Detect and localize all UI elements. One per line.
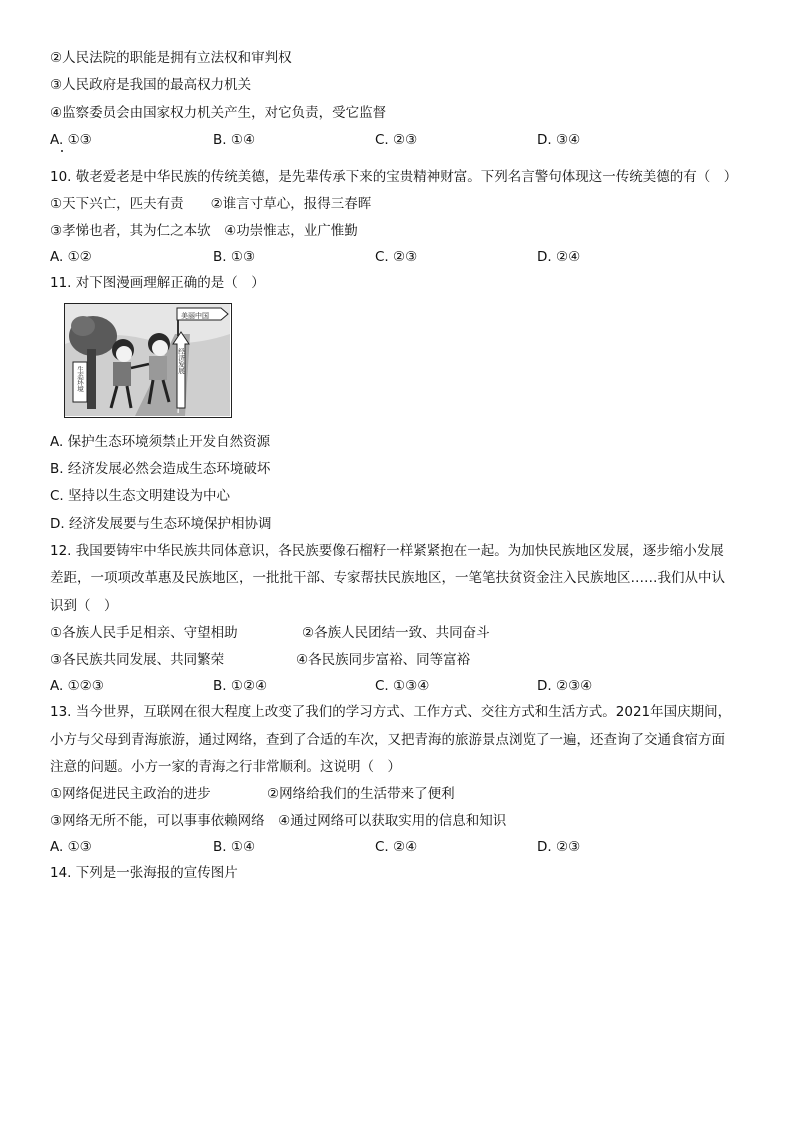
q11-stem: 11. 对下图漫画理解正确的是（ ） [50,275,265,291]
q13-option-c[interactable]: C. ②④ [375,839,418,855]
q12-item-4: ④各民族同步富裕、同等富裕 [296,652,471,668]
q13-options [50,838,750,856]
q12-stem-line-1: 12. 我国要铸牢中华民族共同体意识，各民族要像石榴籽一样紧紧抱在一起。为加快民族地区发展，逐步缩小发展 [50,543,724,559]
q13-stem-line-2: 小方与父母到青海旅游，通过网络，查到了合适的车次，又把青海的旅游景点浏览了一遍，还查询了交通食宿方面 [50,732,725,748]
q13-stem-line-1: 13. 当今世界，互联网在很大程度上改变了我们的学习方式、工作方式、交往方式和生活方式。2021年国庆期间， [50,704,732,720]
q9-option-d[interactable]: D. ③④ [537,132,581,148]
cartoon-sign-text: 美丽中国 [181,312,209,320]
q12-item-3: ③各民族共同发展、共同繁荣 [50,652,225,668]
cartoon-right-label: 经济发展 [177,348,185,374]
q13-option-b[interactable]: B. ①④ [213,839,256,855]
q10-options [50,248,750,266]
q13-item-2: ②网络给我们的生活带来了便利 [267,786,455,802]
q13-stem-line-3: 注意的问题。小方一家的青海之行非常顺利。这说明（ ） [50,759,401,775]
q9-option-b[interactable]: B. ①④ [213,132,256,148]
q12-option-b[interactable]: B. ①②④ [213,678,268,694]
q13-items-row-1 [50,785,750,803]
q12-stem-line-2: 差距，一项项改革惠及民族地区，一批批干部、专家帮扶民族地区，一笔笔扶贫资金注入民族地区……我们从中认 [50,570,725,586]
q10-items-row-1: ①天下兴亡，匹夫有责 ②谁言寸草心，报得三春晖 [50,196,372,212]
q10-option-a[interactable]: A. ①② [50,249,92,265]
q12-items-row-2 [50,651,750,669]
q12-items-row-1 [50,624,750,642]
q11-option-d[interactable]: D. 经济发展要与生态环境保护相协调 [50,516,272,532]
q12-item-2: ②各族人民团结一致、共同奋斗 [302,625,490,641]
q12-item-1: ①各族人民手足相亲、守望相助 [50,625,238,641]
q10-stem: 10. 敬老爱老是中华民族的传统美德，是先辈传承下来的宝贵精神财富。下列名言警句体现这一传统美德的有（ ） [50,169,738,185]
q12-option-c[interactable]: C. ①③④ [375,678,430,694]
q12-option-a[interactable]: A. ①②③ [50,678,104,694]
q11-option-c[interactable]: C. 坚持以生态文明建设为中心 [50,488,231,504]
q9-item-4: ④监察委员会由国家权力机关产生，对它负责，受它监督 [50,105,387,121]
q13-items-row-2: ③网络无所不能，可以事事依赖网络 ④通过网络可以获取实用的信息和知识 [50,813,507,829]
q9-item-2: ②人民法院的职能是拥有立法权和审判权 [50,50,292,66]
q11-cartoon [64,303,232,418]
q10-option-b[interactable]: B. ①③ [213,249,256,265]
q9-item-3: ③人民政府是我国的最高权力机关 [50,77,252,93]
scan-dot [61,150,63,152]
q12-options [50,677,750,695]
q12-stem-line-3: 识到（ ） [50,598,118,614]
q9-option-c[interactable]: C. ②③ [375,132,418,148]
q10-option-d[interactable]: D. ②④ [537,249,581,265]
q12-option-d[interactable]: D. ②③④ [537,678,593,694]
q9-option-a[interactable]: A. ①③ [50,132,92,148]
q13-option-a[interactable]: A. ①③ [50,839,92,855]
q10-option-c[interactable]: C. ②③ [375,249,418,265]
q13-item-1: ①网络促进民主政治的进步 [50,786,211,802]
cartoon-illustration [65,304,230,416]
q9-options [50,131,750,149]
q10-items-row-2: ③孝悌也者，其为仁之本欤 ④功崇惟志，业广惟勤 [50,223,358,239]
q14-stem: 14. 下列是一张海报的宣传图片 [50,865,238,881]
q11-option-a[interactable]: A. 保护生态环境须禁止开发自然资源 [50,434,271,450]
cartoon-left-label: 生态环境 [76,366,84,392]
q13-option-d[interactable]: D. ②③ [537,839,581,855]
q11-option-b[interactable]: B. 经济发展必然会造成生态环境破坏 [50,461,271,477]
